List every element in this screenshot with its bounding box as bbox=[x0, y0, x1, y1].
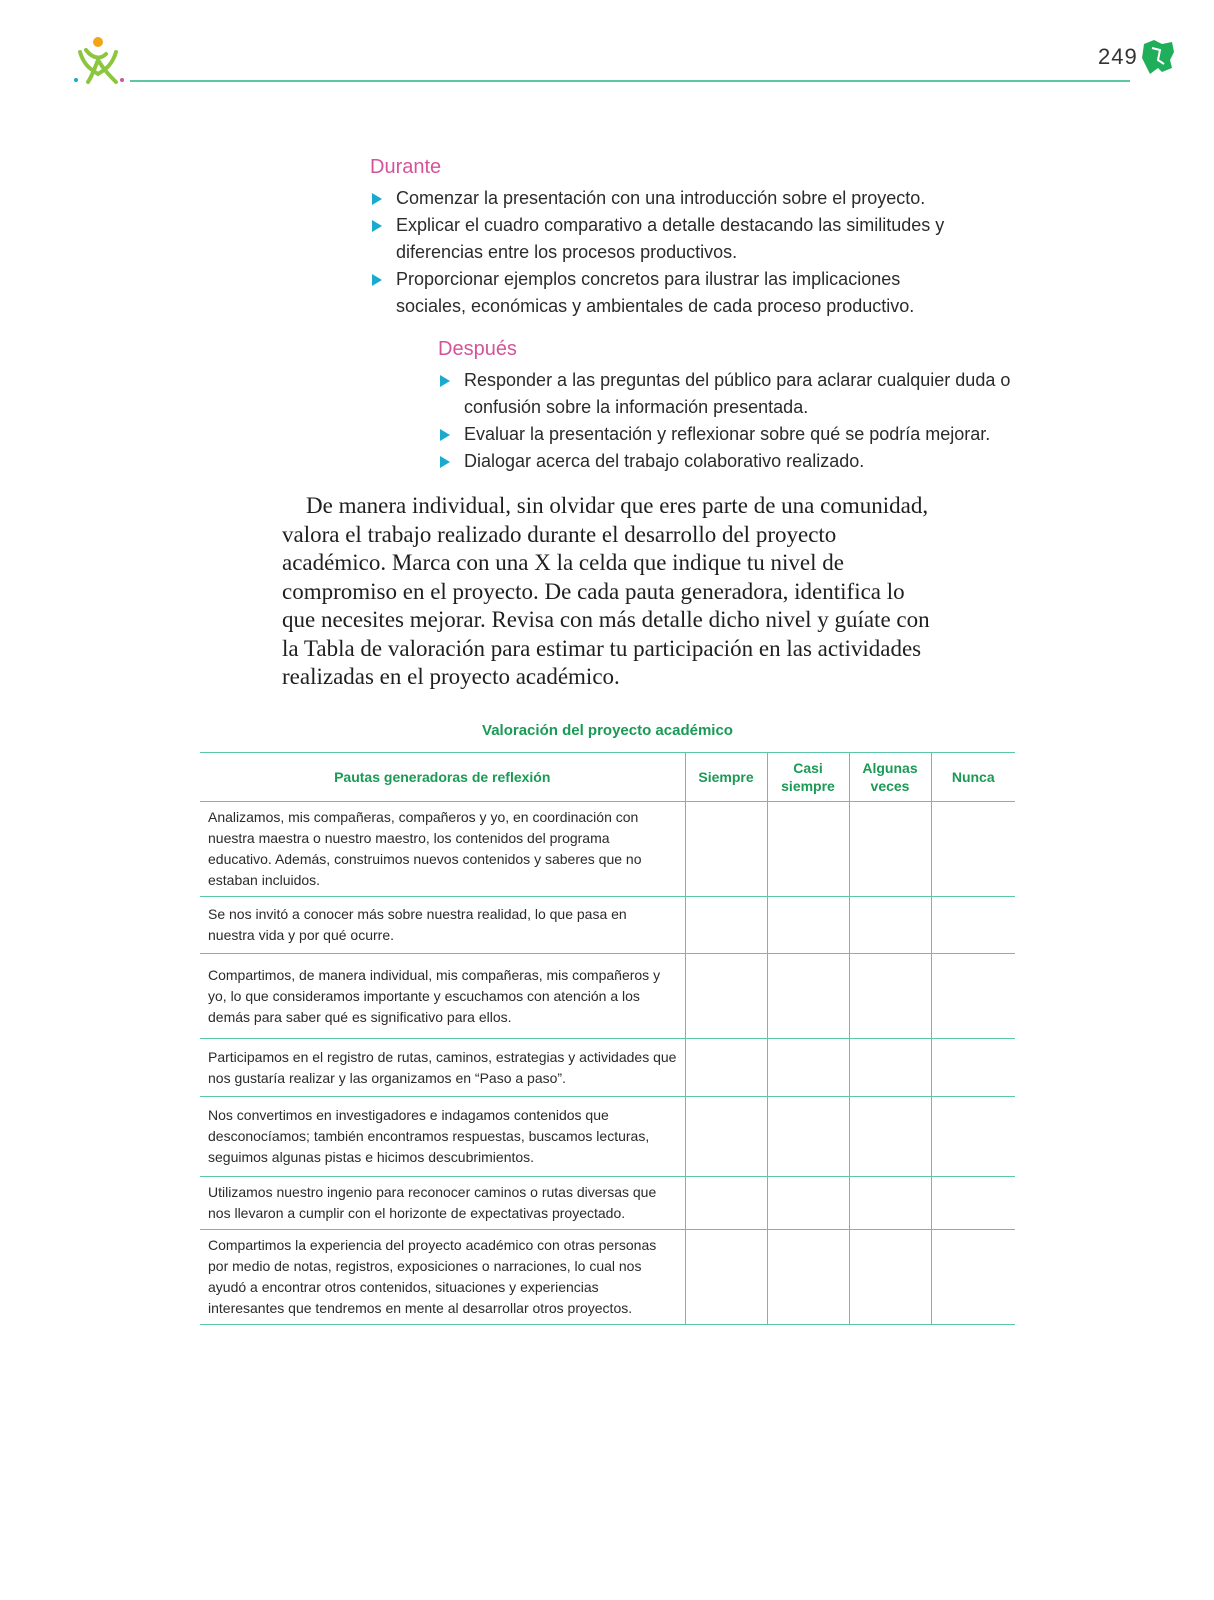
cell-siempre[interactable] bbox=[685, 954, 767, 1039]
despues-list bbox=[438, 367, 1038, 475]
cell-algunas-veces[interactable] bbox=[849, 1230, 931, 1325]
cell-siempre[interactable] bbox=[685, 1039, 767, 1097]
table-row bbox=[200, 954, 1015, 1039]
cell-casi-siempre[interactable] bbox=[767, 802, 849, 897]
cell-casi-siempre[interactable] bbox=[767, 1230, 849, 1325]
cell-algunas-veces[interactable] bbox=[849, 802, 931, 897]
bullet-triangle-icon bbox=[372, 220, 382, 232]
list-item: Explicar el cuadro comparativo a detalle destacando las similitudes y diferencias entre los procesos productivos. bbox=[370, 212, 970, 266]
column-header-pautas: Pautas generadoras de reflexión bbox=[200, 753, 685, 802]
section-despues bbox=[438, 338, 1038, 475]
cell-nunca[interactable] bbox=[931, 954, 1015, 1039]
section-title-despues: Después bbox=[438, 338, 517, 360]
list-item: Comenzar la presentación con una introducción sobre el proyecto. bbox=[370, 185, 970, 212]
row-statement: Analizamos, mis compañeras, compañeros y yo, en coordinación con nuestra maestra o nuestro maestro, los contenidos del programa educativo. Además, construimos nuevos contenidos y saberes que no estaban incluidos. bbox=[200, 802, 685, 897]
cell-siempre[interactable] bbox=[685, 1230, 767, 1325]
row-statement: Compartimos la experiencia del proyecto académico con otras personas por medio de notas, registros, exposiciones o narraciones, lo cual nos ayudó a encontrar otros contenidos, situaciones y experiencias interesantes que tendremos en mente al desarrollar otros proyectos. bbox=[200, 1230, 685, 1325]
table-caption: Valoración del proyecto académico bbox=[482, 722, 733, 739]
column-header-nunca: Nunca bbox=[931, 753, 1015, 802]
table-row bbox=[200, 802, 1015, 897]
cell-casi-siempre[interactable] bbox=[767, 1177, 849, 1230]
evaluation-table bbox=[200, 752, 1015, 1325]
bullet-triangle-icon bbox=[440, 375, 450, 387]
cell-algunas-veces[interactable] bbox=[849, 1097, 931, 1177]
page-number: 249 bbox=[1098, 44, 1138, 69]
cell-casi-siempre[interactable] bbox=[767, 1097, 849, 1177]
cell-nunca[interactable] bbox=[931, 1230, 1015, 1325]
cell-algunas-veces[interactable] bbox=[849, 1177, 931, 1230]
cell-algunas-veces[interactable] bbox=[849, 954, 931, 1039]
row-statement: Se nos invitó a conocer más sobre nuestra realidad, lo que pasa en nuestra vida y por qué ocurre. bbox=[200, 897, 685, 954]
column-header-casi-siempre: Casi siempre bbox=[767, 753, 849, 802]
table-row bbox=[200, 1230, 1015, 1325]
durante-list bbox=[370, 185, 970, 320]
cell-siempre[interactable] bbox=[685, 1097, 767, 1177]
table-header-row bbox=[200, 753, 1015, 802]
section-title-durante: Durante bbox=[370, 156, 442, 178]
cell-nunca[interactable] bbox=[931, 802, 1015, 897]
cell-nunca[interactable] bbox=[931, 1097, 1015, 1177]
list-item: Responder a las preguntas del público para aclarar cualquier duda o confusión sobre la información presentada. bbox=[438, 367, 1038, 421]
cell-casi-siempre[interactable] bbox=[767, 897, 849, 954]
list-item: Proporcionar ejemplos concretos para ilustrar las implicaciones sociales, económicas y ambientales de cada proceso productivo. bbox=[370, 266, 970, 320]
cell-siempre[interactable] bbox=[685, 802, 767, 897]
table-row bbox=[200, 897, 1015, 954]
row-statement: Compartimos, de manera individual, mis compañeras, mis compañeros y yo, lo que consideramos importante y escuchamos con atención a los demás para saber qué es significativo para ellos. bbox=[200, 954, 685, 1039]
bullet-triangle-icon bbox=[440, 429, 450, 441]
row-statement: Nos convertimos en investigadores e indagamos contenidos que desconocíamos; también encontramos respuestas, buscamos lecturas, seguimos algunas pistas e hicimos descubrimientos. bbox=[200, 1097, 685, 1177]
cell-nunca[interactable] bbox=[931, 1177, 1015, 1230]
list-item: Evaluar la presentación y reflexionar sobre qué se podría mejorar. bbox=[438, 421, 1038, 448]
bullet-triangle-icon bbox=[372, 274, 382, 286]
cell-algunas-veces[interactable] bbox=[849, 897, 931, 954]
cell-siempre[interactable] bbox=[685, 1177, 767, 1230]
bullet-triangle-icon bbox=[440, 456, 450, 468]
section-durante bbox=[370, 156, 970, 320]
cell-algunas-veces[interactable] bbox=[849, 1039, 931, 1097]
table-row bbox=[200, 1177, 1015, 1230]
instruction-paragraph: De manera individual, sin olvidar que eres parte de una comunidad, valora el trabajo realizado durante el desarrollo del proyecto académico. Marca con una X la celda que indique tu nivel de compromiso en el proyecto. De cada pauta generadora, identifica lo que necesites mejorar. Revisa con más detalle dicho nivel y guíate con la Tabla de valoración para estimar tu participación en las actividades realizadas en el proyecto académico. bbox=[282, 493, 930, 689]
row-statement: Participamos en el registro de rutas, caminos, estrategias y actividades que nos gustaría realizar y las organizamos en “Paso a paso”. bbox=[200, 1039, 685, 1097]
header-rule bbox=[130, 80, 1130, 82]
table-row bbox=[200, 1039, 1015, 1097]
row-statement: Utilizamos nuestro ingenio para reconocer caminos o rutas diversas que nos llevaron a cumplir con el horizonte de expectativas proyectado. bbox=[200, 1177, 685, 1230]
list-item: Dialogar acerca del trabajo colaborativo realizado. bbox=[438, 448, 1038, 475]
column-header-algunas-veces: Algunas veces bbox=[849, 753, 931, 802]
column-header-siempre: Siempre bbox=[685, 753, 767, 802]
cell-casi-siempre[interactable] bbox=[767, 1039, 849, 1097]
cell-casi-siempre[interactable] bbox=[767, 954, 849, 1039]
cell-siempre[interactable] bbox=[685, 897, 767, 954]
cell-nunca[interactable] bbox=[931, 897, 1015, 954]
bullet-triangle-icon bbox=[372, 193, 382, 205]
green-badge-icon bbox=[1140, 38, 1176, 76]
table-row bbox=[200, 1097, 1015, 1177]
figure-logo-icon bbox=[70, 30, 130, 90]
cell-nunca[interactable] bbox=[931, 1039, 1015, 1097]
